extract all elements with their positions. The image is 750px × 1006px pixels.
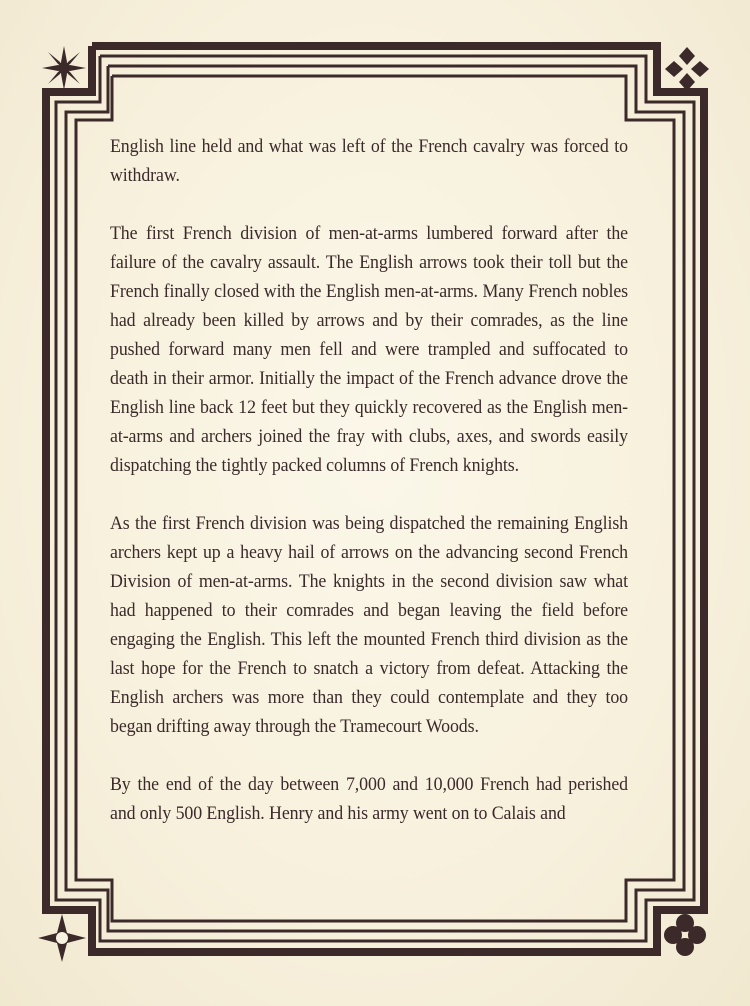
paragraph: As the first French division was being dispatched the remaining English archers kept up a heavy hail of arrows on the advancing second French Division of men-at-arms. The knights in the second division saw what had happened to their comrades and began leaving the field before engaging the English. This left the mounted French third division as the last hope for the French to snatch a victory from defeat. Attacking the English archers was more than they could contemplate and they too began drifting away through the Tramecourt Woods. xyxy=(110,513,629,737)
paragraph: The first French division of men-at-arms lumbered forward after the failure of the cavalry assault. The English arrows took their toll but the French finally closed with the English men-at-arms. Many French nobles had already been killed by arrows and by their comrades, as the line pushed forward many men fell and were trampled and suffocated to death in their armor. Initially the impact of the French advance drove the English line back 12 feet but they quickly recovered as the English men-at-arms and archers joined the fray with clubs, axes, and swords easily dispatching the tightly packed columns of French knights. xyxy=(110,223,629,476)
paragraph: English line held and what was left of the French cavalry was forced to withdraw. xyxy=(110,136,629,186)
paragraph: By the end of the day between 7,000 and 10,000 French had perished and only 500 English. Henry and his army went on to Calais and xyxy=(110,774,629,824)
club-trefoil-icon xyxy=(662,912,708,958)
four-diamond-icon xyxy=(664,46,710,92)
document-body xyxy=(110,132,628,857)
eight-point-star-icon xyxy=(40,44,88,92)
four-point-star-icon xyxy=(38,914,86,962)
